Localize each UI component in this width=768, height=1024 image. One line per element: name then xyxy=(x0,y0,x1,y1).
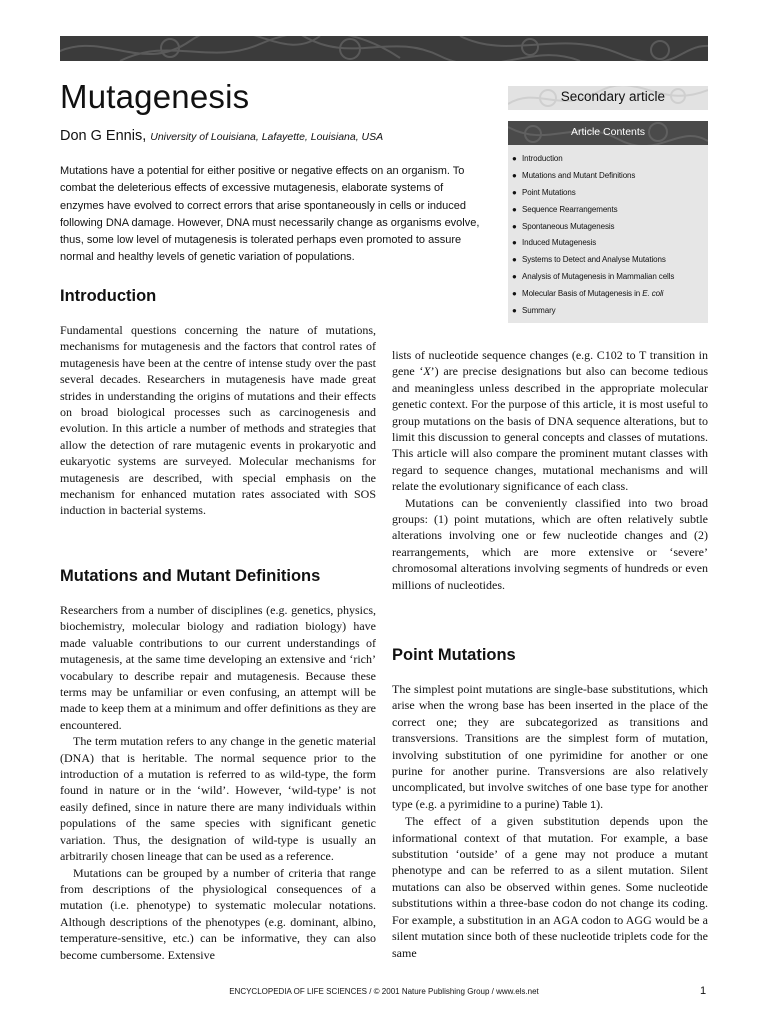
author-affiliation: University of Louisiana, Lafayette, Louisiana, USA xyxy=(150,131,384,143)
article-contents-header xyxy=(508,121,708,145)
author-name: Don G Ennis, xyxy=(60,128,147,144)
header-banner xyxy=(60,36,708,61)
contents-list xyxy=(508,145,708,320)
contents-item-induced-mutagenesis[interactable]: ● Induced Mutagenesis xyxy=(512,235,708,252)
point-paragraph-1: The simplest point mutations are single-base substitutions, which arise when the wrong base has been inserted in the place of the correct one; they are subcategorized as transitions and transversions. Transitions are the simplest form of mutation, involving substitution of one pyrimidine for another or one purine for another purine. Transversions are also relatively uncomplicated, but involve switches of one base type for another type (e.g. a pyrimidine to a purine) Table 1). xyxy=(392,682,708,811)
bullet-icon: ● xyxy=(512,255,517,265)
point-mutations-body xyxy=(392,681,708,961)
point-paragraph-2: The effect of a given substitution depends upon the informational context of that mutation. For example, a base substitution ‘outside’ of a gene may not produce a mutant phenotype and can be referred to as a silent mutation. Silent mutations can also be observed within genes. Some nucleotide substitutions within a three-base codon do not change its coding. For example, a substitution in an AGA codon to AGG would be a silent mutation since both of these nucleotide triplets code for the same xyxy=(392,814,708,960)
contents-item-summary[interactable]: ● Summary xyxy=(512,303,708,320)
heading-point-mutations: Point Mutations xyxy=(392,646,516,664)
page-number: 1 xyxy=(700,985,707,997)
intro-paragraph: Fundamental questions concerning the nature of mutations, mechanisms for mutagenesis and the factors that control rates of mutagenesis have been at the centre of intense study over the past several decades. Researchers in mutagenesis have made great strides in understanding the origins of mutations and their effects on broad biological processes such as carcinogenesis and evolution. In this article a number of methods and strategies that allow the detection of rare mutagenic events in prokaryotic and eukaryotic systems are surveyed. Molecular mechanisms for mutagenesis are described, with special emphasis on the mechanism for enhanced mutation rates associated with SOS induction in bacterial systems. xyxy=(60,323,376,518)
mutations-paragraph-2: The term mutation refers to any change in the genetic material (DNA) that is heritable. The normal sequence prior to the introduction of a mutation is referred to as wild-type, the form found in nature or in the ‘wild’. However, ‘wild-type’ is not easily defined, since in nature there are many individuals within populations of the same species with significant genetic variation. Thus, the designation of wild-type is usually an arbitrarily chosen lineage that can be used as a reference. xyxy=(60,734,376,864)
bullet-icon: ● xyxy=(512,204,517,214)
bullet-icon: ● xyxy=(512,238,517,248)
right-paragraph-2: Mutations can be conveniently classified into two broad groups: (1) point mutations, which are often relatively subtle alterations involving one or few nucleotide changes and (2) rearrangements, which are more extensive or ‘severe’ chromosomal alterations involving segments of hundreds or even millions of nucleotides. xyxy=(392,495,708,592)
page-footer: ENCYCLOPEDIA OF LIFE SCIENCES / © 2001 Nature Publishing Group / www.els.net xyxy=(229,987,539,996)
contents-item-detect-analyse[interactable]: ● Systems to Detect and Analyse Mutations xyxy=(512,252,708,269)
mutations-paragraph-1: Researchers from a number of disciplines (e.g. genetics, physics, biochemistry, molecular biology and radiation biology) have made valuable contributions to our current understandings of mutagenesis, at the same time developing an extensive and ‘rich’ vocabulary to describe repair and mutagenesis. Because these terms may be unfamiliar or even confusing, an attempt will be made to keep them at a minimum and offer definitions as they are encountered. xyxy=(60,603,376,732)
mutations-paragraph-3: Mutations can be grouped by a number of criteria that range from descriptions of the physiological consequences of a mutation (i.e. phenotype) to systematic molecular notations. Although descriptions of the phenotypes (e.g. dominant, albino, temperature-sensitive, etc.) can be informative, they can also become cumbersome. Extensive xyxy=(60,865,376,962)
article-contents-box xyxy=(508,121,708,323)
contents-item-molecular-basis[interactable]: ● Molecular Basis of Mutagenesis in E. coli xyxy=(512,286,708,303)
bullet-icon: ● xyxy=(512,289,517,299)
contents-item-point-mutations[interactable]: ● Point Mutations xyxy=(512,185,708,202)
banner-pattern xyxy=(60,36,708,61)
bullet-icon: ● xyxy=(512,306,517,316)
author-line xyxy=(60,127,383,144)
bullet-icon: ● xyxy=(512,187,517,197)
article-contents-title: Article Contents xyxy=(570,126,646,138)
table-1-link[interactable]: Table 1 xyxy=(562,798,597,811)
bullet-icon: ● xyxy=(512,221,517,231)
bullet-icon: ● xyxy=(512,170,517,180)
right-paragraph-1: lists of nucleotide sequence changes (e.g. C102 to T transition in gene ‘X’) are precise designations but also can become tedious and meaningless unless described in the appropriate molecular genetic context. For the purpose of this article, it is most useful to group mutations on the basis of DNA sequence alterations, but to limit this discussion to general concepts and classes of mutations. This article will also compare the prominent mutant classes with regard to sequence changes, mutational mechanisms and will relate the evolutionary significance of each class. xyxy=(392,348,708,494)
bullet-icon: ● xyxy=(512,272,517,282)
contents-item-introduction[interactable]: ● Introduction xyxy=(512,151,708,168)
heading-introduction: Introduction xyxy=(60,287,157,305)
bullet-icon: ● xyxy=(512,154,517,163)
heading-mutant-definitions: Mutations and Mutant Definitions xyxy=(60,567,321,585)
contents-item-mutant-definitions[interactable]: ● Mutations and Mutant Definitions xyxy=(512,168,708,185)
abstract: Mutations have a potential for either positive or negative effects on an organism. To combat the deleterious effects of excessive mutagenesis, elaborate systems of enzymes have evolved to correct errors that arise spontaneously in cells or induced following DNA damage. However, DNA must necessarily change as organisms evolve, thus, some low level of mutagenesis is tolerated perhaps even promoted to assure normal and healthy levels of genetic variation of populations. xyxy=(60,165,480,264)
intro-body xyxy=(60,322,376,519)
contents-item-mammalian-cells[interactable]: ● Analysis of Mutagenesis in Mammalian cells xyxy=(512,269,708,286)
mutations-body xyxy=(60,602,376,963)
contents-item-sequence-rearrangements[interactable]: ● Sequence Rearrangements xyxy=(512,202,708,219)
right-column-body xyxy=(392,347,708,593)
secondary-article-tag xyxy=(508,86,708,110)
article-title: Mutagenesis xyxy=(60,78,250,115)
secondary-article-label: Secondary article xyxy=(560,89,665,104)
contents-item-spontaneous-mutagenesis[interactable]: ● Spontaneous Mutagenesis xyxy=(512,219,708,236)
